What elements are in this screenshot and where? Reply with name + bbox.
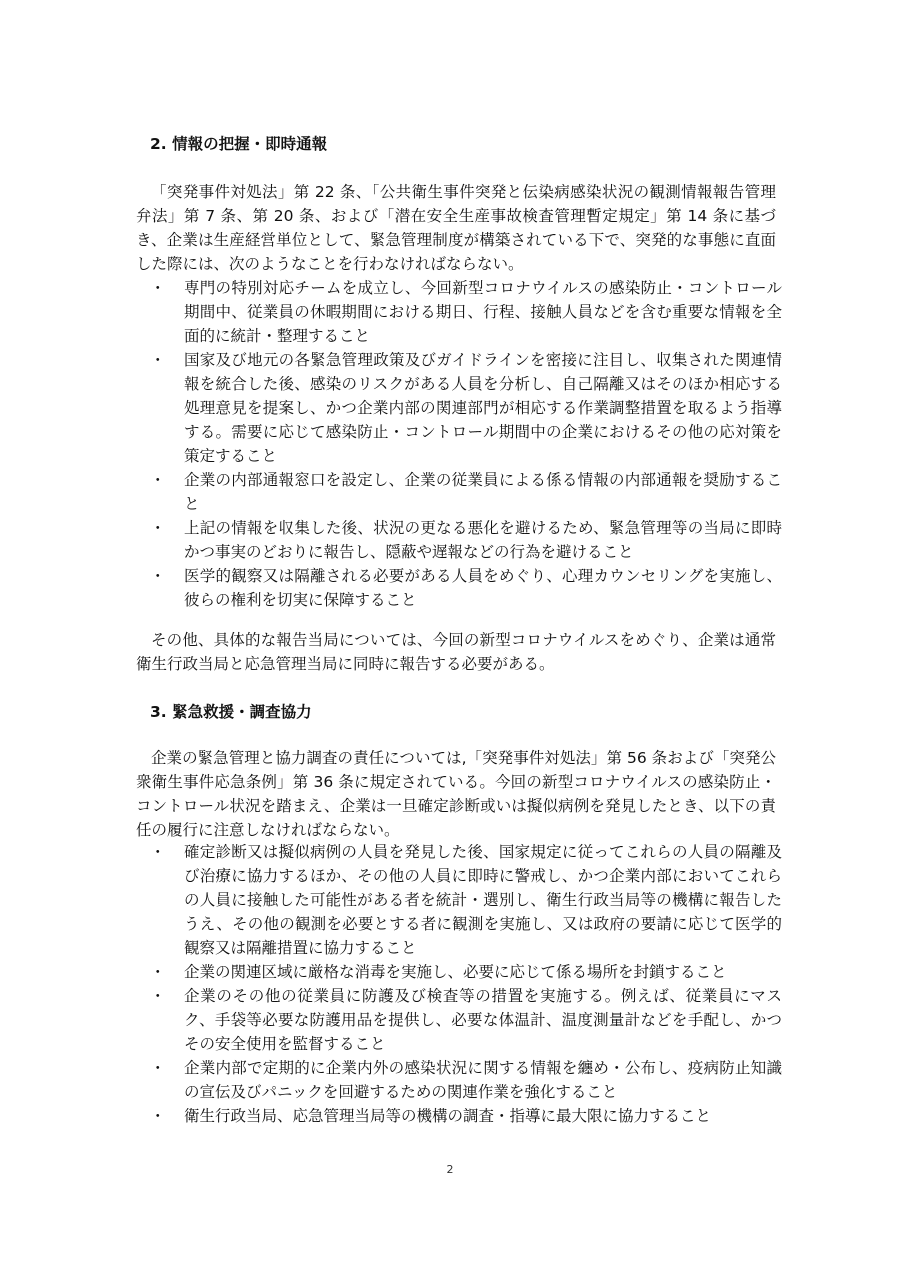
list-item-text: 企業の関連区域に厳格な消毒を実施し、必要に応じて係る場所を封鎖すること bbox=[184, 963, 727, 981]
list-item-text: 上記の情報を収集した後、状況の更なる悪化を避けるため、緊急管理等の当局に即時かつ事実のどおりに報告し、隠蔽や遅報などの行為を避けること bbox=[184, 519, 782, 561]
bullet-mark: ・ bbox=[150, 1107, 166, 1125]
bullet-mark: ・ bbox=[150, 279, 166, 297]
list-item bbox=[146, 276, 782, 348]
list-item bbox=[146, 468, 782, 516]
section-3-intro: 企業の緊急管理と協力調査の責任については,「突発事件対処法」第 56 条および「突発公衆衛生事件応急条例」第 36 条に規定されている。今回の新型コロナウイルスの感染防止・コントロール状況を踏まえ、企業は一旦確定診断或いは擬似病例を発見したとき、以下の責任の履行に注意しなければならない。 bbox=[136, 749, 776, 839]
bullet-mark: ・ bbox=[150, 519, 166, 537]
bullet-mark: ・ bbox=[150, 351, 166, 369]
section-2-closing: その他、具体的な報告当局については、今回の新型コロナウイルスをめぐり、企業は通常衛生行政当局と応急管理当局に同時に報告する必要がある。 bbox=[136, 631, 776, 673]
bullet-mark: ・ bbox=[150, 1059, 166, 1077]
list-item-text: 衛生行政当局、応急管理当局等の機構の調査・指導に最大限に協力すること bbox=[184, 1107, 712, 1125]
bullet-mark: ・ bbox=[150, 987, 166, 1005]
list-item bbox=[146, 348, 782, 468]
list-item-text: 企業の内部通報窓口を設定し、企業の従業員による係る情報の内部通報を奨励すること bbox=[184, 471, 782, 513]
list-item bbox=[146, 516, 782, 564]
list-item bbox=[146, 564, 782, 612]
section-3-bullet-list bbox=[146, 840, 782, 1128]
list-item bbox=[146, 840, 782, 960]
section-3-heading: 3. 緊急救援・調査協力 bbox=[150, 703, 312, 721]
list-item-text: 専門の特別対応チームを成立し、今回新型コロナウイルスの感染防止・コントロール期間中、従業員の休暇期間における期日、行程、接触人員などを含む重要な情報を全面的に統計・整理すること bbox=[184, 279, 782, 345]
list-item bbox=[146, 1056, 782, 1104]
list-item-text: 確定診断又は擬似病例の人員を発見した後、国家規定に従ってこれらの人員の隔離及び治療に協力するほか、その他の人員に即時に警戒し、かつ企業内部においてこれらの人員に接触した可能性がある者を統計・選別し、衛生行政当局等の機構に報告したうえ、その他の観測を必要とする者に観測を実施し、又は政府の要請に応じて医学的観察又は隔離措置に協力すること bbox=[184, 843, 782, 957]
list-item-text: 企業のその他の従業員に防護及び検査等の措置を実施する。例えば、従業員にマスク、手袋等必要な防護用品を提供し、必要な体温計、温度測量計などを手配し、かつその安全使用を監督すること bbox=[184, 987, 782, 1053]
section-2-heading: 2. 情報の把握・即時通報 bbox=[150, 135, 328, 153]
bullet-mark: ・ bbox=[150, 843, 166, 861]
list-item-text: 企業内部で定期的に企業内外の感染状況に関する情報を纏め・公布し、疫病防止知識の宣伝及びパニックを回避するための関連作業を強化すること bbox=[184, 1059, 782, 1101]
section-2-bullet-list bbox=[146, 276, 782, 612]
list-item bbox=[146, 960, 782, 984]
list-item bbox=[146, 984, 782, 1056]
list-item-text: 医学的観察又は隔離される必要がある人員をめぐり、心理カウンセリングを実施し、彼らの権利を切実に保障すること bbox=[184, 567, 782, 609]
list-item-text: 国家及び地元の各緊急管理政策及びガイドラインを密接に注目し、収集された関連情報を統合した後、感染のリスクがある人員を分析し、自己隔離又はそのほか相応する処理意見を提案し、かつ企業内部の関連部門が相応する作業調整措置を取るよう指導する。需要に応じて感染防止・コントロール期間中の企業におけるその他の応対策を策定すること bbox=[184, 351, 782, 465]
bullet-mark: ・ bbox=[150, 963, 166, 981]
list-item bbox=[146, 1104, 782, 1128]
section-2-intro: 「突発事件対処法」第 22 条、「公共衛生事件突発と伝染病感染状況の観測情報報告管理弁法」第 7 条、第 20 条、および「潜在安全生産事故検査管理暫定規定」第 14 条に基づき、企業は生産経営単位として、緊急管理制度が構築されている下で、突発的な事態に直面した際には、次のようなことを行わなければならない。 bbox=[136, 183, 776, 273]
page-number: 2 bbox=[446, 1163, 454, 1176]
bullet-mark: ・ bbox=[150, 471, 166, 489]
bullet-mark: ・ bbox=[150, 567, 166, 585]
